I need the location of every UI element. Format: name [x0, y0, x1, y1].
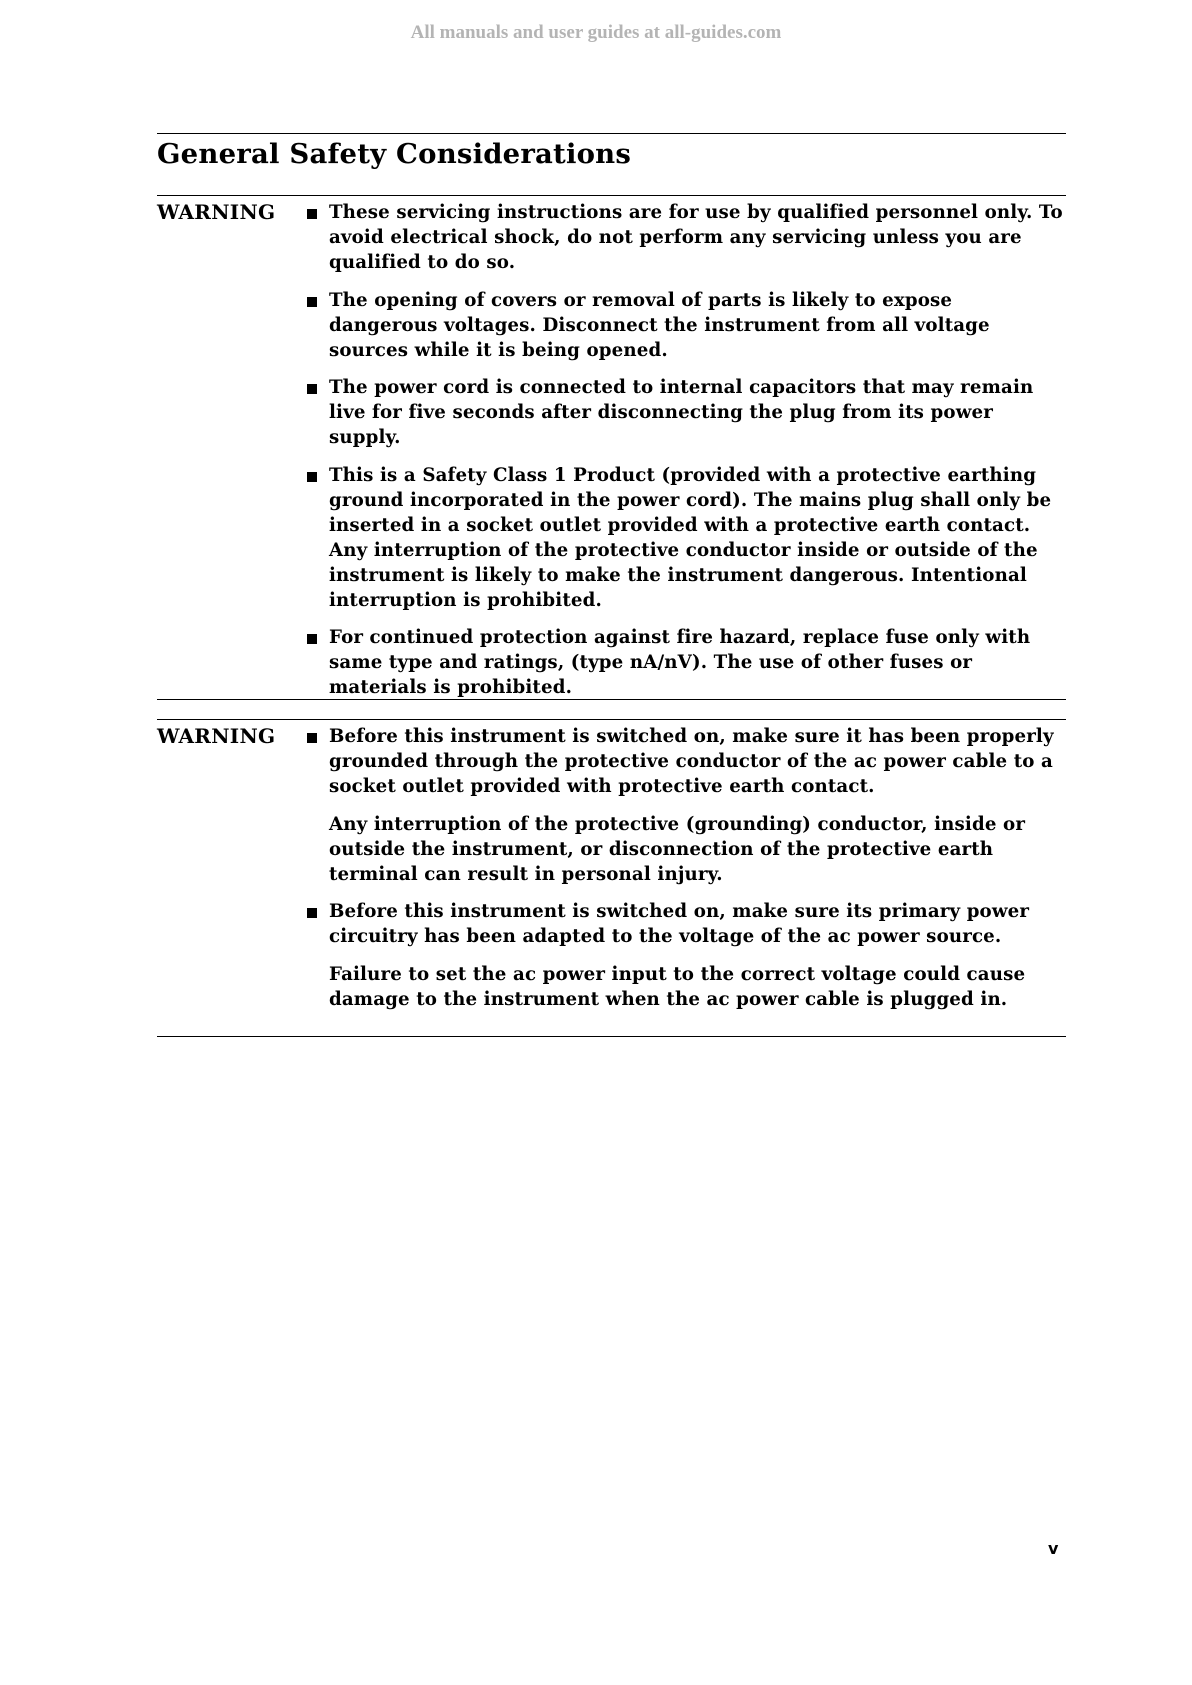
warning-item-followup: Any interruption of the protective (grounding) conductor, inside or outside the instrument, or disconnection of the protective earth terminal can result in personal injury. — [329, 813, 1026, 885]
warning-section-2 — [307, 724, 1067, 1024]
warning-item-text: The power cord is connected to internal capacitors that may remain live for five seconds after disconnecting the plug from its power supply. — [329, 377, 1034, 448]
warning-item-text: These servicing instructions are for use by qualified personnel only. To avoid electrical shock, do not perform any servicing unless you are qualified to do so. — [329, 202, 1063, 273]
warning-item-followup: Failure to set the ac power input to the correct voltage could cause damage to the instrument when the ac power cable is plugged in. — [329, 963, 1026, 1010]
warning-item-text: Before this instrument is switched on, make sure its primary power circuitry has been adapted to the voltage of the ac power source. — [329, 901, 1030, 947]
warning-label-2: WARNING — [157, 724, 276, 748]
bullet-icon — [307, 733, 317, 743]
warning-item-text: This is a Safety Class 1 Product (provided with a protective earthing ground incorporated in the power cord). The mains plug shall only be inserted in a socket outlet provided with a protective earth contact. Any interruption of the protective conductor inside or outside of the instrument is likely to make the instrument dangerous. Intentional interruption is prohibited. — [329, 464, 1052, 611]
bullet-icon — [307, 634, 317, 644]
bullet-icon — [307, 908, 317, 918]
warning-item-text: Before this instrument is switched on, make sure it has been properly grounded through the protective conductor of the ac power cable to a socket outlet provided with protective earth contact. — [329, 726, 1054, 797]
page-number: v — [1048, 1539, 1059, 1558]
bullet-icon — [307, 297, 317, 307]
warning-item — [307, 288, 1067, 363]
bullet-icon — [307, 472, 317, 482]
page-title: General Safety Considerations — [157, 138, 632, 170]
title-rule-bottom — [157, 195, 1066, 196]
warning-item — [307, 200, 1067, 275]
warning-label-1: WARNING — [157, 200, 276, 224]
warning-item — [307, 463, 1067, 613]
warning-2-rule-top — [157, 719, 1066, 720]
watermark: All manuals and user guides at all-guides.com — [410, 22, 782, 43]
warning-2-rule-bottom — [157, 1036, 1066, 1037]
warning-item — [307, 375, 1067, 450]
warning-item — [307, 899, 1067, 1012]
warning-1-rule-bottom — [157, 699, 1066, 700]
warning-item — [307, 625, 1067, 700]
warning-section-1 — [307, 200, 1067, 713]
warning-item-text: The opening of covers or removal of parts is likely to expose dangerous voltages. Disconnect the instrument from all voltage sources while it is being opened. — [329, 289, 990, 361]
bullet-icon — [307, 384, 317, 394]
title-rule-top — [157, 133, 1066, 134]
warning-item — [307, 724, 1067, 887]
bullet-icon — [307, 209, 317, 219]
warning-item-text: For continued protection against fire hazard, replace fuse only with same type and ratings, (type nA/nV). The use of other fuses or materials is prohibited. — [329, 627, 1031, 698]
